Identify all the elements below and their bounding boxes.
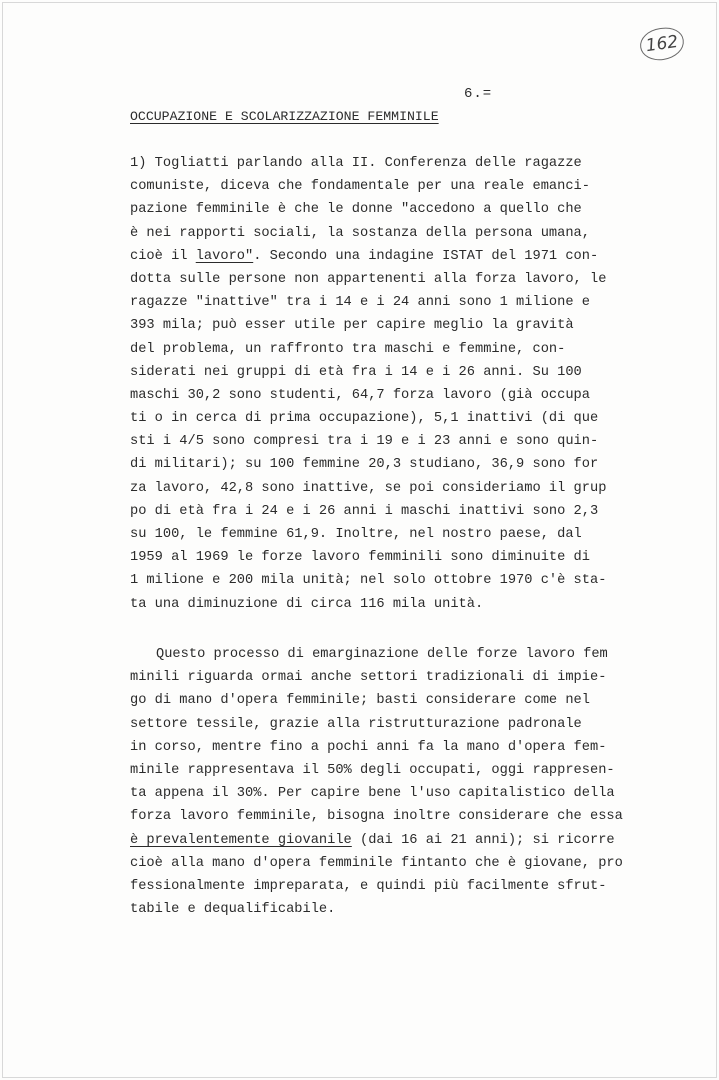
text-line: po di età fra i 24 e i 26 anni i maschi inattivi sono 2,3 (130, 503, 599, 519)
section-title: OCCUPAZIONE E SCOLARIZZAZIONE FEMMINILE (130, 109, 439, 124)
text-line: ta una diminuzione di circa 116 mila unità. (130, 596, 484, 612)
text-line: minile rappresentava il 50% degli occupati, oggi rappresen- (130, 762, 615, 778)
paragraph-2 (130, 643, 630, 921)
text-fragment: (dai 16 ai 21 anni); si ricorre (351, 832, 615, 848)
text-line: siderati nei gruppi di età fra i 14 e i 26 anni. Su 100 (130, 364, 582, 380)
underlined-text: è prevalentemente giovanile (130, 832, 352, 848)
text-line: cioè alla mano d'opera femminile fintanto che è giovane, pro (130, 855, 623, 871)
text-line: sti i 4/5 sono compresi tra i 19 e i 23 anni e sono quin- (130, 434, 599, 450)
text-line: go di mano d'opera femminile; basti considerare come nel (130, 693, 590, 709)
text-line (130, 245, 630, 268)
text-line: di militari); su 100 femmine 20,3 studiano, 36,9 sono for (130, 457, 599, 473)
archive-number: 162 (638, 25, 686, 63)
text-line: ta appena il 30%. Per capire bene l'uso capitalistico della (130, 786, 615, 802)
text-line: è nei rapporti sociali, la sostanza della persona umana, (130, 225, 590, 241)
text-line: forza lavoro femminile, bisogna inoltre considerare che essa (130, 809, 623, 825)
text-line: 393 mila; può esser utile per capire meglio la gravità (130, 318, 574, 334)
text-line: 1) Togliatti parlando alla II. Conferenza delle ragazze (130, 156, 582, 171)
text-line: 1 milione e 200 mila unità; nel solo ottobre 1970 c'è sta- (130, 573, 607, 589)
text-line: tabile e dequalificabile. (130, 902, 336, 918)
underlined-text: lavoro" (195, 248, 254, 264)
text-line: pazione femminile è che le donne "accedono a quello che (130, 202, 582, 218)
text-line: Questo processo di emarginazione delle forze lavoro fem (156, 647, 608, 662)
text-line: ragazze "inattive" tra i 14 e i 24 anni sono 1 milione e (130, 295, 590, 311)
text-line: su 100, le femmine 61,9. Inoltre, nel nostro paese, dal (130, 527, 582, 542)
paragraph-1 (130, 152, 630, 616)
text-line (130, 829, 630, 852)
text-line: comuniste, diceva che fondamentale per una reale emanci- (130, 179, 590, 195)
text-line: in corso, mentre fino a pochi anni fa la mano d'opera fem- (130, 739, 607, 755)
text-line: 1959 al 1969 le forze lavoro femminili sono diminuite di (130, 550, 590, 566)
text-fragment: cioè il (130, 248, 196, 264)
text-line: minili riguarda ormai anche settori tradizionali di impie- (130, 670, 607, 686)
text-line: dotta sulle persone non appartenenti alla forza lavoro, le (130, 271, 607, 287)
text-line: del problema, un raffronto tra maschi e femmine, con- (130, 341, 566, 357)
text-fragment: . Secondo una indagine ISTAT del 1971 con- (253, 248, 599, 264)
text-line: za lavoro, 42,8 sono inattive, se poi consideriamo il grup (130, 480, 607, 496)
page-number: 6.= (464, 86, 493, 102)
text-line: fessionalmente impreparata, e quindi più facilmente sfrut- (130, 878, 607, 894)
text-line: ti o in cerca di prima occupazione), 5,1 inattivi (di que (130, 411, 599, 427)
text-line: settore tessile, grazie alla ristrutturazione padronale (130, 716, 582, 732)
text-line: maschi 30,2 sono studenti, 64,7 forza lavoro (già occupa (130, 387, 590, 403)
